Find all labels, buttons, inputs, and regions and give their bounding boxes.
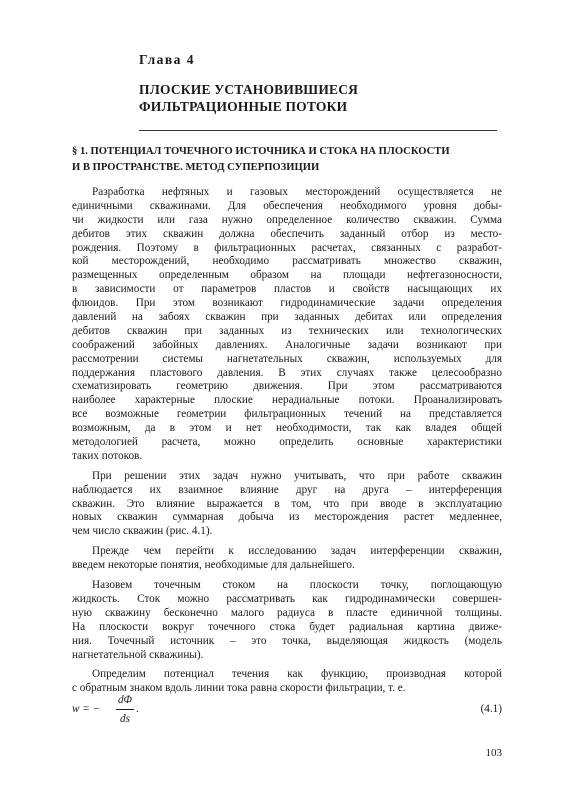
section-heading-line: И В ПРОСТРАНСТВЕ. МЕТОД СУПЕРПОЗИЦИИ <box>72 162 320 173</box>
paragraph-line: рождения. Поэтому в фильтрационных расчетах, связанных с разработ- <box>72 241 502 254</box>
paragraph-line: Разработка нефтяных и газовых месторождений осуществляется не <box>92 186 502 198</box>
paragraph-line: новых скважин суммарная добыча из месторождения растет медленнее, <box>72 511 502 524</box>
paragraph-line: жидкость. Сток можно рассматривать как гидродинамически совершен- <box>72 592 502 605</box>
formula-tail: . <box>136 703 139 715</box>
chapter-title-line: ПЛОСКИЕ УСТАНОВИВШИЕСЯ <box>139 82 359 97</box>
paragraph-line: флюидов. При этом возникают гидродинамические задачи определения <box>72 297 502 310</box>
paragraph-line: дебитов скважин при заданных из технических или технологических <box>72 324 502 337</box>
paragraph <box>72 579 502 662</box>
paragraph-line: ную скважину бесконечно малого радиуса в пласте единичной толщины. <box>72 606 502 619</box>
chapter-title <box>139 81 358 115</box>
paragraph-line: кой месторождений, необходимо рассматривать множество скважин, <box>72 255 502 268</box>
formula-fraction <box>116 693 134 726</box>
paragraph <box>72 470 502 539</box>
fraction-bar <box>116 709 134 710</box>
paragraph-line: чи жидкости или газа нужно определенное количество скважин. Сумма <box>72 213 502 226</box>
formula-numerator: dΦ <box>117 694 133 706</box>
paragraph-line: ния. Точечный источник – это точка, выделяющая жидкость (модель <box>72 634 502 647</box>
paragraph-line: таких потоков. <box>72 449 143 462</box>
paragraph-line: нагнетательной скважины). <box>72 648 204 661</box>
section-heading-line: § 1. ПОТЕНЦИАЛ ТОЧЕЧНОГО ИСТОЧНИКА И СТОКА НА ПЛОСКОСТИ <box>72 146 450 157</box>
paragraph-line: наиболее характерные плоские нерадиальные потоки. Проанализировать <box>72 394 502 407</box>
paragraph-line: рассмотрении системы нагнетательных скважин, используемых для <box>72 352 502 365</box>
paragraph <box>72 545 502 573</box>
title-divider <box>139 130 497 131</box>
paragraph-line: поддержания пластового давления. В этих случаях также целесообразно <box>72 366 502 379</box>
chapter-title-line: ФИЛЬТРАЦИОННЫЕ ПОТОКИ <box>139 99 348 114</box>
paragraph-line: с обратным знаком вдоль линии тока равна скорости фильтрации, т. е. <box>72 682 406 695</box>
paragraph-line: размещенных определенным образом на площади нефтегазоносности, <box>72 269 502 282</box>
paragraph-line: все возможные геометрии фильтрационных течений на представляется <box>72 408 502 421</box>
paragraph-line: методологией расчета, можно определить основные характеристики <box>72 436 502 449</box>
page-number: 103 <box>485 747 502 759</box>
formula-4-1 <box>72 693 502 729</box>
equation-number: (4.1) <box>480 703 502 715</box>
body-text <box>72 186 502 702</box>
paragraph-line: возможным, да в этом и нет необходимости, так как владея общей <box>72 422 502 435</box>
paragraph-line: Назовем точечным стоком на плоскости точку, поглощающую <box>92 579 502 592</box>
paragraph-line: чем число скважин (рис. 4.1). <box>72 525 213 538</box>
section-heading <box>72 144 502 176</box>
paragraph-line: скважин. Это влияние выражается в том, что при вводе в эксплуатацию <box>72 497 502 510</box>
paragraph-line: На плоскости вокруг точечного стока будет радиальная картина движе- <box>72 620 502 633</box>
paragraph-line: введем некоторые понятия, необходимые для дальнейшего. <box>72 559 355 572</box>
paragraph-line: в зависимости от параметров пластов и свойств насыщающих их <box>72 283 502 296</box>
paragraph <box>72 186 502 464</box>
paragraph-line: Прежде чем перейти к исследованию задач интерференции скважин, <box>92 545 502 558</box>
formula-lhs: w = − <box>72 703 101 715</box>
paragraph-line: соображений забойных давлениях. Аналогичные задачи возникают при <box>72 338 502 351</box>
paragraph-line: При решении этих задач нужно учитывать, что при работе скважин <box>92 469 502 482</box>
paragraph-line: дебитов этих скважин должна обеспечить заданный отбор из место- <box>72 227 502 240</box>
paragraph-line: единичными скважинами. Для обеспечения необходимого уровня добы- <box>72 199 502 212</box>
paragraph-line: давлений на забоях скважин при заданных дебитах или определения <box>72 311 502 324</box>
paragraph <box>72 668 502 696</box>
formula-denominator: ds <box>120 713 130 725</box>
paragraph-line: схематизировать геометрию движения. При этом рассматриваются <box>72 380 502 393</box>
chapter-label: Глава 4 <box>139 52 196 67</box>
paragraph-line: Определим потенциал течения как функцию, производная которой <box>92 668 502 681</box>
paragraph-line: наблюдается их взаимное влияние друг на друга – интерференция <box>72 483 502 496</box>
